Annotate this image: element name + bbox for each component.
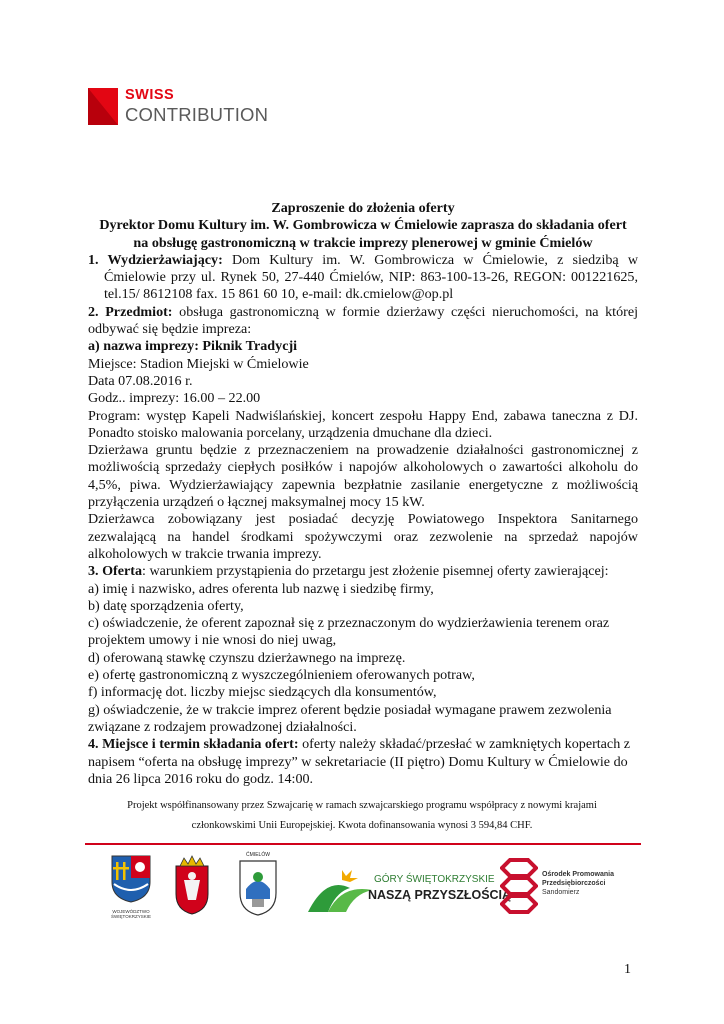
section-3-text: : warunkiem przystąpienia do przetargu jest złożenie pisemnej oferty zawierającej: (142, 563, 609, 580)
gmina-crest-icon (172, 854, 212, 916)
offer-item: f) informację dot. liczby miejsc siedzących dla konsumentów, (88, 684, 437, 701)
offer-item: b) datę sporządzenia oferty, (88, 597, 244, 614)
page-number: 1 (624, 962, 631, 977)
osrodek-line-3: Sandomierz (542, 889, 580, 896)
section-2 (88, 304, 638, 339)
event-program: Program: występ Kapeli Nadwiślańskiej, koncert zespołu Happy End, zabawa taneczna z DJ. Ponadto stoisko malowania porcelany, urządzenia dmuchane dla dzieci. (88, 407, 638, 441)
footer-divider (85, 843, 641, 845)
event-place: Miejsce: Stadion Miejski w Ćmielowie (88, 355, 309, 372)
section-1-text: Dom Kultury im. W. Gombrowicza w Ćmielowie, z siedzibą w Ćmielowie przy ul. Rynek 50, 27-440 Ćmielów, NIP: 863-100-13-26, REGON: 001221625, tel.15/ 8612108 fax. 15 861 60 10, e-mail: dk.cmielow@op.pl (104, 251, 639, 303)
offer-item: c) oświadczenie, że oferent zapoznał się z przeznaczonym do wydzierżawienia terenem oraz projektem umowy i nie wnosi do niej uwag, (88, 615, 610, 649)
osrodek-emblem-icon (500, 858, 538, 914)
partner-logos (0, 852, 724, 922)
lease-obligation: Dzierżawca zobowiązany jest posiadać decyzję Powiatowego Inspektora Sanitarnego zezwalającą na handel środkami spożywczymi oraz zezwolenie na sprzedaż napojów alkoholowych w trakcie trwania imprezy. (88, 511, 638, 562)
gmina-crest-logo (172, 854, 212, 920)
lease-description: Dzierżawa gruntu będzie z przeznaczeniem na prowadzenie działalności gastronomicznej z możliwością sprzedaży ciepłych posiłków i napojów alkoholowych o zawartości alkoholu do 4,5%, piwa. Wydzierżawiający zapewnia bezpłatnie zasilanie energetyczne z możliwością przyłączenia urządzeń o łącznej maksymalnej mocy 15 kW. (88, 442, 638, 511)
logo-line-swiss: SWISS (125, 87, 175, 103)
cmielow-crest-logo (236, 852, 280, 920)
section-3 (88, 563, 638, 580)
osrodek-line-2: Przedsiębiorczości (542, 880, 606, 887)
section-4-text: oferty należy składać/przesłać w zamkniętych kopertach z napisem “oferta na obsługę imprezy” w sekretariacie (II piętro) Domu Kultury w Ćmielowie do dnia 26 lipca 2016 roku do godz. 14:00. (88, 736, 631, 787)
cmielow-crest-label: ĆMIELÓW (246, 852, 270, 858)
event-name: a) nazwa imprezy: Piknik Tradycji (88, 338, 298, 355)
offer-item: a) imię i nazwisko, adres oferenta lub nazwę i siedzibę firmy, (88, 580, 434, 597)
document-body (88, 200, 638, 788)
osrodek-line-1: Ośrodek Promowania (542, 871, 614, 878)
section-4 (88, 736, 638, 788)
footer-line-1: Projekt współfinansowany przez Szwajcarię w ramach szwajcarskiego programu współpracy z nowymi krajami (127, 800, 597, 811)
section-2-text: obsługa gastronomiczną w formie dzierżawy części nieruchomości, na której odbywać się będzie impreza: (88, 303, 638, 338)
cofinancing-note (60, 796, 664, 836)
offer-item: e) ofertę gastronomiczną z wyszczególnieniem oferowanych potraw, (88, 667, 475, 684)
offer-item: g) oświadczenie, że w trakcie imprez oferent będzie posiadał wymagane prawem zezwolenia związane z rodzajem prowadzonej działalności. (88, 701, 612, 735)
title-line-2: Dyrektor Domu Kultury im. W. Gombrowicza w Ćmielowie zaprasza do składania ofert (99, 217, 627, 234)
wojewodztwo-logo (104, 852, 158, 922)
event-date: Data 07.08.2016 r. (88, 372, 193, 389)
cmielow-crest-icon (236, 859, 280, 917)
wojewodztwo-crest-icon (104, 852, 158, 904)
osrodek-logo (500, 858, 640, 918)
section-2-label: 2. Przedmiot: (88, 303, 173, 320)
wojewodztwo-label: WOJEWÓDZTWO ŚWIĘTOKRZYSKIE (111, 909, 151, 919)
footer-line-2: członkowskimi Unii Europejskiej. Kwota dofinansowania wynosi 3 594,84 CHF. (191, 820, 533, 831)
title-line-1: Zaproszenie do złożenia oferty (271, 200, 455, 216)
section-1-label: 1. Wydzierżawiający: (88, 251, 223, 268)
swiss-contribution-logo (88, 88, 268, 125)
gory-line-1: GÓRY ŚWIĘTOKRZYSKIE (374, 874, 495, 885)
title-line-3: na obsługę gastronomiczną w trakcie imprezy plenerowej w gminie Ćmielów (133, 234, 593, 251)
gory-swietokrzyskie-logo (306, 862, 512, 918)
section-1 (88, 252, 638, 304)
event-hours: Godz.. imprezy: 16.00 – 22.00 (88, 390, 261, 407)
section-3-label: 3. Oferta (88, 563, 143, 580)
offer-item: d) oferowaną stawkę czynszu dzierżawnego na imprezę. (88, 649, 406, 666)
gory-line-2: NASZĄ PRZYSZŁOŚCIĄ (368, 888, 512, 902)
logo-line-contribution: CONTRIBUTION (125, 103, 269, 125)
section-4-label: 4. Miejsce i termin składania ofert: (88, 736, 299, 753)
swiss-logo-mark-icon (88, 88, 118, 125)
